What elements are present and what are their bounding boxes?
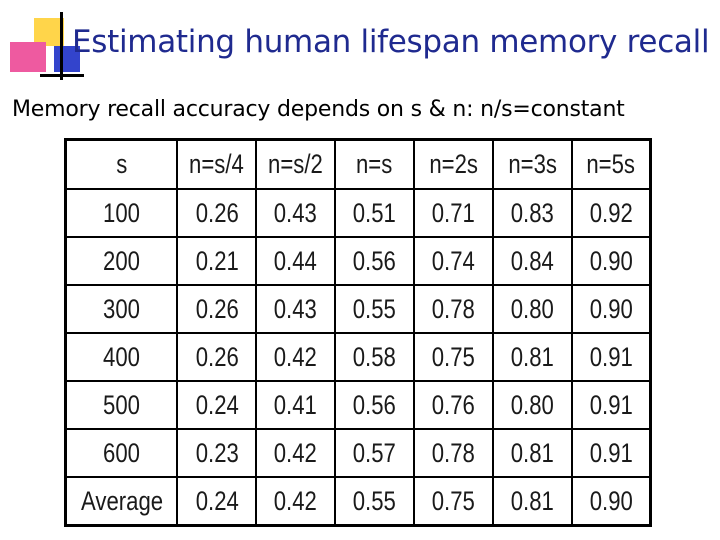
table-cell: 0.42: [256, 333, 335, 381]
table-cell: 600: [66, 429, 178, 477]
table-cell: 300: [66, 285, 178, 333]
table-cell: 0.78: [414, 285, 493, 333]
table-cell: 0.43: [256, 285, 335, 333]
table-cell: 0.55: [335, 477, 414, 526]
table-cell: 0.51: [335, 189, 414, 237]
table-cell: 0.91: [572, 333, 651, 381]
column-header: n=5s: [572, 140, 651, 190]
table-body: [66, 189, 651, 526]
table-cell: 200: [66, 237, 178, 285]
column-header: n=s: [335, 140, 414, 190]
table-cell: 0.90: [572, 237, 651, 285]
table-header: [66, 140, 651, 190]
table-cell: 0.74: [414, 237, 493, 285]
table-cell: 0.91: [572, 429, 651, 477]
column-header: n=3s: [493, 140, 572, 190]
table-cell: 0.90: [572, 477, 651, 526]
table-row: [66, 333, 651, 381]
table-cell: 0.56: [335, 237, 414, 285]
logo-vertical-line: [60, 12, 63, 80]
table-cell: 100: [66, 189, 178, 237]
table-row: [66, 189, 651, 237]
column-header: s: [66, 140, 178, 190]
table-row: [66, 381, 651, 429]
table-cell: 0.83: [493, 189, 572, 237]
table-cell: 0.55: [335, 285, 414, 333]
table-cell: 500: [66, 381, 178, 429]
column-header: n=2s: [414, 140, 493, 190]
table-cell: 0.43: [256, 189, 335, 237]
table-cell: 0.92: [572, 189, 651, 237]
table-cell: 0.81: [493, 477, 572, 526]
table-cell: 0.58: [335, 333, 414, 381]
table-cell: 0.78: [414, 429, 493, 477]
header-row: [66, 140, 651, 190]
table-cell: 0.26: [177, 285, 256, 333]
table-cell: 0.26: [177, 189, 256, 237]
table-cell: 0.81: [493, 429, 572, 477]
table-cell: 0.75: [414, 333, 493, 381]
slide-subtitle: Memory recall accuracy depends on s & n: n/s=constant: [12, 97, 625, 122]
logo-horizontal-line: [40, 74, 84, 77]
table-cell: 0.81: [493, 333, 572, 381]
table-cell: 0.21: [177, 237, 256, 285]
table-cell: 0.80: [493, 381, 572, 429]
table-cell: 0.90: [572, 285, 651, 333]
table-cell: 0.24: [177, 381, 256, 429]
table-cell: 0.80: [493, 285, 572, 333]
table-cell: 0.56: [335, 381, 414, 429]
table-cell: 0.24: [177, 477, 256, 526]
table-cell: 0.57: [335, 429, 414, 477]
table-cell: 0.71: [414, 189, 493, 237]
table-row: [66, 429, 651, 477]
slide-title: Estimating human lifespan memory recall: [72, 24, 710, 60]
table-cell: 0.44: [256, 237, 335, 285]
table-cell: 0.84: [493, 237, 572, 285]
table-row-average: [66, 477, 651, 526]
table-row: [66, 285, 651, 333]
table-cell: 0.42: [256, 429, 335, 477]
table-cell: 0.42: [256, 477, 335, 526]
table-cell: 0.75: [414, 477, 493, 526]
table-cell: 0.23: [177, 429, 256, 477]
table-cell: 0.26: [177, 333, 256, 381]
table-row: [66, 237, 651, 285]
table-cell: 0.41: [256, 381, 335, 429]
column-header: n=s/4: [177, 140, 256, 190]
table-cell: 400: [66, 333, 178, 381]
table-cell: Average: [66, 477, 178, 526]
column-header: n=s/2: [256, 140, 335, 190]
table-cell: 0.76: [414, 381, 493, 429]
table-cell: 0.91: [572, 381, 651, 429]
logo-pink-square: [10, 42, 46, 72]
recall-accuracy-table: [64, 138, 652, 527]
